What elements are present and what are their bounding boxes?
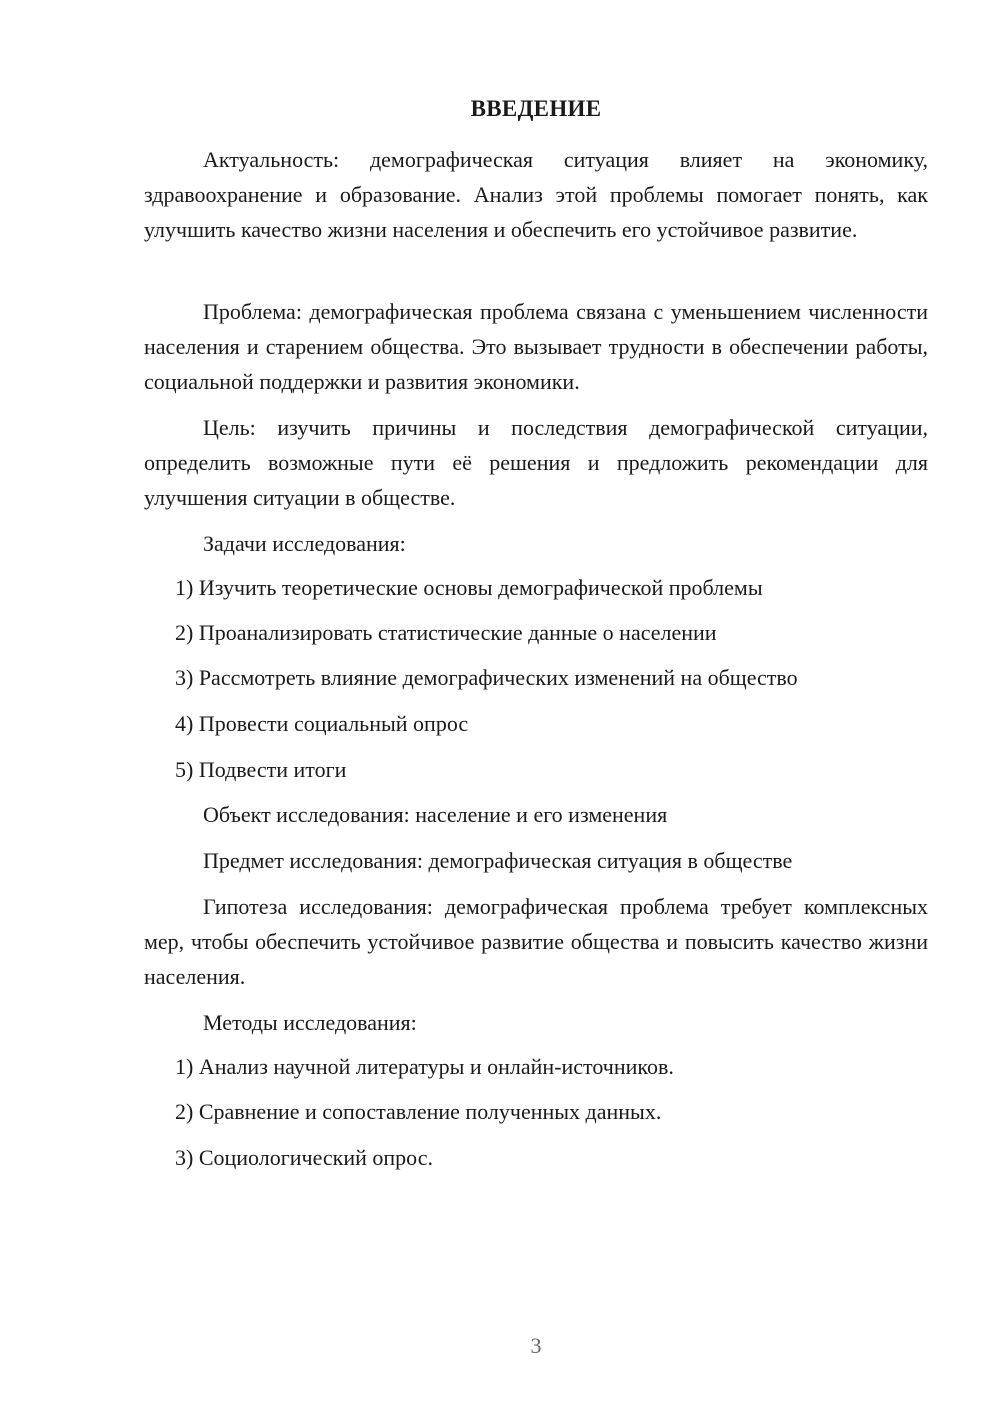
page-title: ВВЕДЕНИЕ (470, 96, 602, 121)
method-item: 1) Анализ научной литературы и онлайн-источников. (175, 1054, 674, 1079)
page-number: 3 (530, 1333, 542, 1358)
object-line: Объект исследования: население и его изменения (203, 802, 668, 827)
task-item: 5) Подвести итоги (175, 757, 347, 782)
subject-line: Предмет исследования: демографическая ситуация в обществе (203, 848, 793, 873)
method-item: 2) Сравнение и сопоставление полученных данных. (175, 1099, 662, 1124)
task-item: 4) Провести социальный опрос (175, 711, 469, 736)
task-item: 3) Рассмотреть влияние демографических изменений на общество (175, 665, 798, 690)
tasks-heading: Задачи исследования: (203, 531, 406, 556)
goal-paragraph: Цель: изучить причины и последствия демографической ситуации, определить возможные пути её решения и предложить рекомендации для улучшения ситуации в обществе. (144, 415, 928, 510)
task-item: 2) Проанализировать статистические данные о населении (175, 620, 717, 645)
method-item: 3) Социологический опрос. (175, 1145, 433, 1170)
relevance-paragraph: Актуальность: демографическая ситуация влияет на экономику, здравоохранение и образование. Анализ этой проблемы помогает понять, как улучшить качество жизни населения и обеспечить его устойчивое развитие. (144, 147, 928, 242)
hypothesis-paragraph: Гипотеза исследования: демографическая проблема требует комплексных мер, чтобы обеспечить устойчивое развитие общества и повысить качество жизни населения. (144, 894, 928, 989)
problem-paragraph: Проблема: демографическая проблема связана с уменьшением численности населения и старением общества. Это вызывает трудности в обеспечении работы, социальной поддержки и развития экономики. (144, 299, 928, 394)
task-item: 1) Изучить теоретические основы демографической проблемы (175, 575, 763, 600)
methods-heading: Методы исследования: (203, 1010, 417, 1035)
